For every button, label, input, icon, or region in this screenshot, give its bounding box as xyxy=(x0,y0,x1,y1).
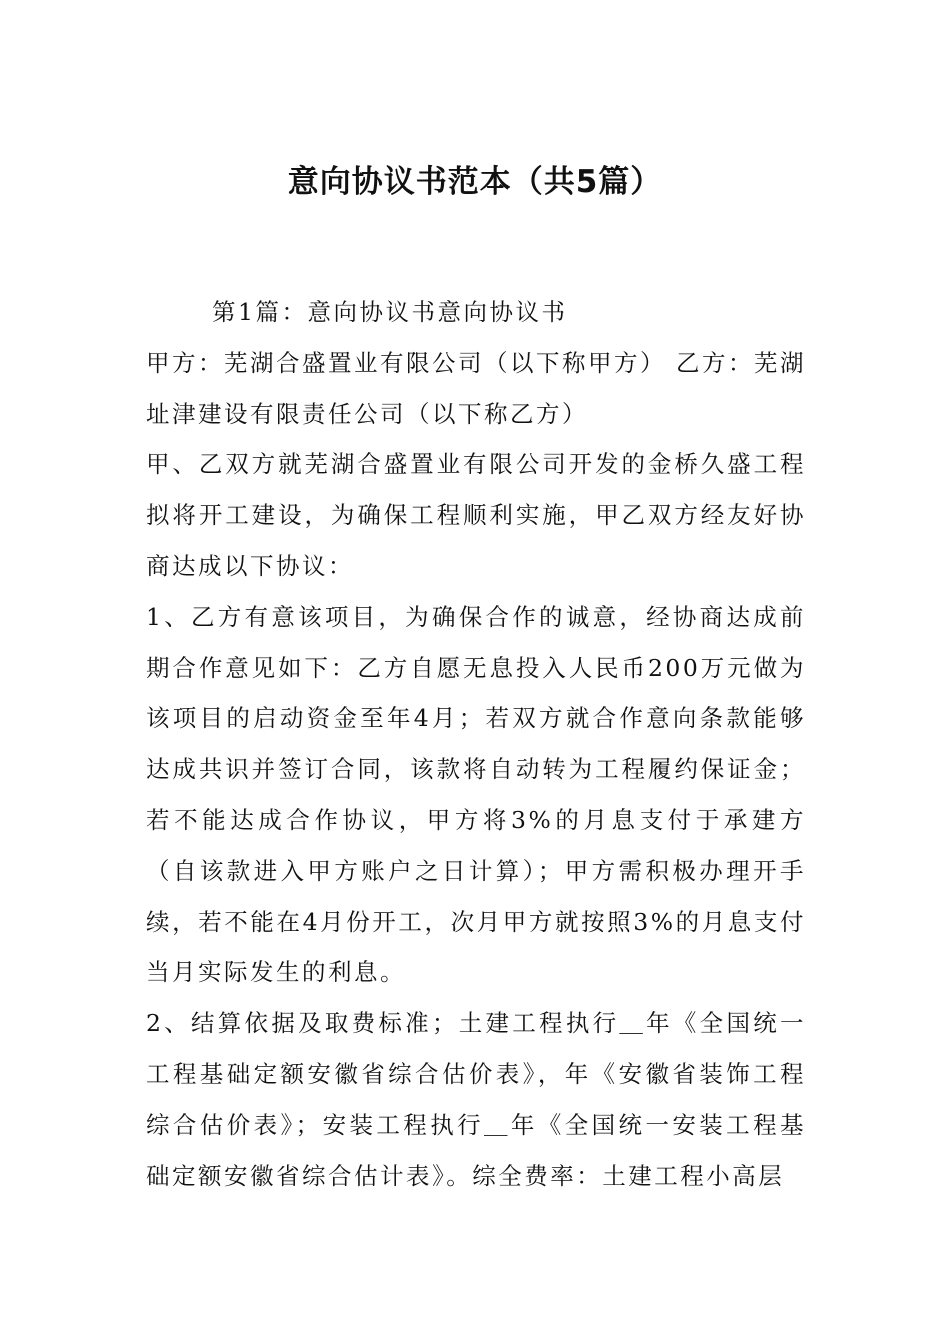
paragraph-parties: 甲方：芜湖合盛置业有限公司（以下称甲方） 乙方：芜湖址津建设有限责任公司（以下称乙方） xyxy=(146,348,806,428)
paragraph-preamble: 甲、乙双方就芜湖合盛置业有限公司开发的金桥久盛工程拟将开工建设，为确保工程顺利实施，甲乙双方经友好协商达成以下协议： xyxy=(146,450,806,580)
document-body xyxy=(146,287,806,1201)
paragraph-clause-2: 2、结算依据及取费标准；土建工程执行＿年《全国统一工程基础定额安徽省综合估价表》，年《安徽省装饰工程综合估价表》；安装工程执行＿年《全国统一安装工程基础定额安徽省综合估计表》。综全费率：土建工程小高层 xyxy=(146,1009,806,1190)
section-heading: 第1篇：意向协议书意向协议书 xyxy=(212,298,568,326)
paragraph-clause-1: 1、乙方有意该项目，为确保合作的诚意，经协商达成前期合作意见如下：乙方自愿无息投入人民币200万元做为该项目的启动资金至年4月；若双方就合作意向条款能够达成共识并签订合同，该款将自动转为工程履约保证金；若不能达成合作协议，甲方将3%的月息支付于承建方（自该款进入甲方账户之日计算）；甲方需积极办理开手续，若不能在4月份开工，次月甲方就按照3%的月息支付当月实际发生的利息。 xyxy=(146,602,806,987)
document-title: 意向协议书范本（共5篇） xyxy=(287,164,663,200)
